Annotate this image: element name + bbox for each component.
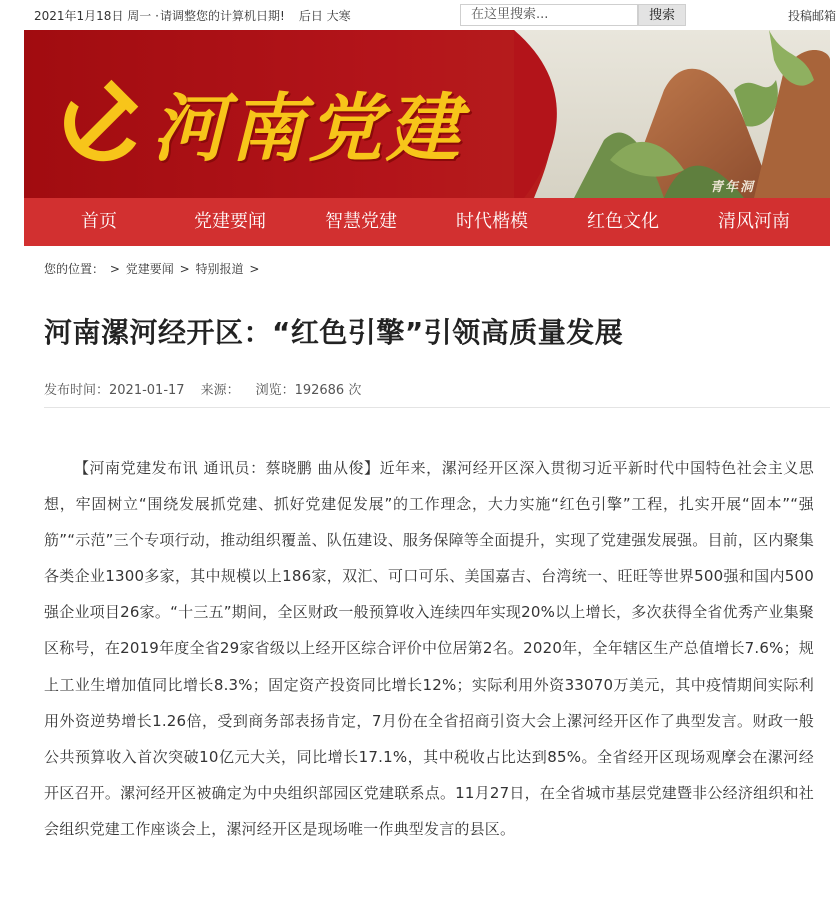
breadcrumb-item-special-report[interactable]: 特别报道 — [195, 262, 244, 276]
nav-item-clean-henan[interactable]: 清风河南 — [718, 211, 790, 232]
nav-item-party-news[interactable]: 党建要闻 — [194, 211, 266, 232]
breadcrumb-item-party-news[interactable]: 党建要闻 — [125, 262, 174, 276]
article-body: 【河南党建发布讯 通讯员：蔡晓鹏 曲从俊】近年来，漯河经开区深入贯彻习近平新时代中国特色社会主义思想，牢固树立“围绕发展抓党建、抓好党建促发展”的工作理念，大力实施“红色引擎”工程，扎实开展“固本”“强筋”“示范”三个专项行动，推动组织覆盖、队伍建设、服务保障等全面提升，实现了党建强发展强。目前，区内聚集各类企业1300多家，其中规模以上186家，双汇、可口可乐、美国嘉吉、台湾统一、旺旺等世界500强和国内500强企业项目26家。“十三五”期间，全区财政一般预算收入连续四年实现20%以上增长，多次获得全省优秀产业集聚区称号，在2019年度全省29家省级以上经开区综合评价中位居第2名。2020年，全年辖区生产总值增长7.6%；规上工业生增加值同比增长8.3%；固定资产投资同比增长12%；实际利用外资33070万美元，其中疫情期间实际利用外资逆势增长1.26倍，受到商务部表扬肯定，7月份在全省招商引资大会上漯河经开区作了典型发言。财政一般公共预算收入首次突破10亿元大关，同比增长17.1%，其中税收占比达到85%。全省经开区现场观摩会在漯河经开区召开。漯河经开区被确定为中央组织部园区党建联系点。11月27日，在全省城市基层党建暨非公经济组织和社会组织党建工作座谈会上，漯河经开区是现场唯一作典型发言的县区。 — [44, 459, 814, 838]
photo-caption: 青年洞 — [710, 180, 756, 195]
breadcrumb-separator: > — [249, 262, 260, 276]
breadcrumb — [44, 260, 261, 277]
site-banner — [24, 30, 830, 198]
breadcrumb-separator: > — [179, 262, 190, 276]
article-title: 河南漯河经开区：“红色引擎”引领高质量发展 — [44, 316, 624, 349]
site-logo-title: 河南党建 — [152, 86, 464, 172]
nav-item-red-culture[interactable]: 红色文化 — [587, 211, 659, 232]
date-notice — [160, 7, 351, 24]
source-label: 来源： — [200, 383, 240, 398]
hammer-sickle-icon — [50, 74, 146, 170]
meta-divider — [44, 407, 830, 408]
date-notice-text: 请调整您的计算机日期! — [160, 9, 285, 23]
search-button[interactable]: 搜索 — [638, 4, 686, 26]
current-date: 2021年1月18日 周一 · — [34, 9, 159, 23]
submit-email-link[interactable]: 投稿邮箱 — [788, 9, 836, 23]
article-meta — [44, 379, 361, 398]
breadcrumb-separator: > — [109, 262, 120, 276]
publish-date: 发布时间：2021-01-17 — [44, 383, 185, 398]
nav-item-home[interactable]: 首页 — [81, 211, 117, 232]
nav-item-smart-party[interactable]: 智慧党建 — [325, 211, 397, 232]
top-bar — [0, 0, 836, 30]
main-nav — [24, 198, 830, 246]
mountain-photo — [514, 30, 830, 198]
solar-term: 后日 大寒 — [298, 9, 351, 23]
breadcrumb-prefix: 您的位置： — [44, 262, 105, 276]
search-input[interactable]: 在这里搜索... — [460, 4, 638, 26]
nav-item-role-models[interactable]: 时代楷模 — [456, 211, 528, 232]
view-count: 浏览：192686 次 — [255, 383, 362, 398]
